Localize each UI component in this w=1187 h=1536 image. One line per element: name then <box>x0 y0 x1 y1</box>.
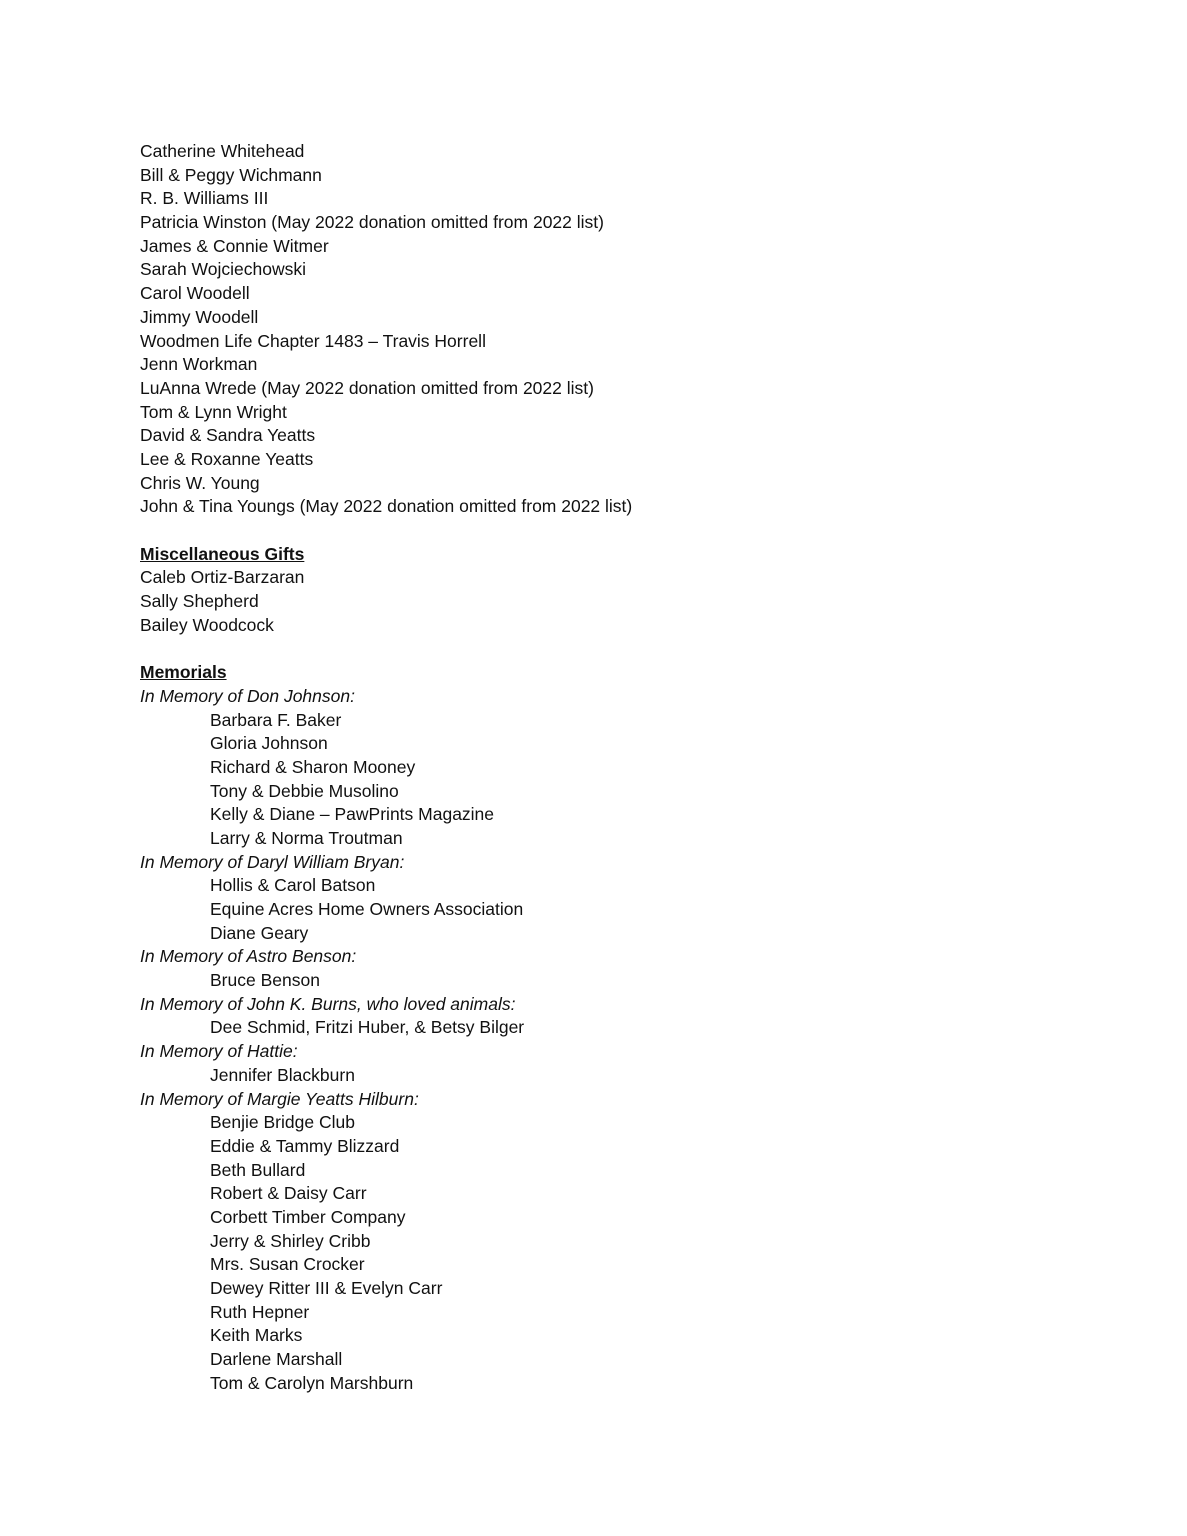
memorial-donor: Tom & Carolyn Marshburn <box>210 1372 414 1393</box>
misc-donor-name: Sally Shepherd <box>140 591 259 612</box>
memorial-donor: Bruce Benson <box>210 970 320 991</box>
donor-name: John & Tina Youngs (May 2022 donation omitted from 2022 list) <box>140 496 633 517</box>
donor-list <box>140 140 1120 519</box>
misc-donor-name: Bailey Woodcock <box>140 614 274 635</box>
donor-name: Bill & Peggy Wichmann <box>140 164 322 185</box>
memorial-title: In Memory of Don Johnson: <box>140 685 355 706</box>
memorial-donor: Tony & Debbie Musolino <box>210 780 399 801</box>
memorial-group <box>140 945 1120 992</box>
memorial-donor: Dewey Ritter III & Evelyn Carr <box>210 1278 443 1298</box>
memorial-donor: Diane Geary <box>210 922 309 943</box>
donor-name: David & Sandra Yeatts <box>140 425 316 446</box>
donor-name: Carol Woodell <box>140 283 250 304</box>
donor-name: R. B. Williams III <box>140 188 269 209</box>
memorial-donor: Barbara F. Baker <box>210 709 342 730</box>
memorials-section <box>140 661 1120 1395</box>
memorial-donor: Corbett Timber Company <box>210 1206 406 1227</box>
donor-name: Patricia Winston (May 2022 donation omitted from 2022 list) <box>140 212 604 233</box>
donor-name: Jimmy Woodell <box>140 306 259 327</box>
memorial-donor: Jerry & Shirley Cribb <box>210 1230 371 1251</box>
memorial-title: In Memory of Hattie: <box>140 1041 298 1062</box>
memorial-group <box>140 993 1120 1040</box>
donor-name: LuAnna Wrede (May 2022 donation omitted from 2022 list) <box>140 377 594 398</box>
memorial-group <box>140 685 1120 851</box>
memorial-title: In Memory of Daryl William Bryan: <box>140 851 405 872</box>
donor-name: Woodmen Life Chapter 1483 – Travis Horrell <box>140 330 486 351</box>
memorial-donor: Robert & Daisy Carr <box>210 1183 367 1204</box>
memorial-donor: Hollis & Carol Batson <box>210 875 376 896</box>
memorial-donor: Richard & Sharon Mooney <box>210 756 416 777</box>
memorial-donor: Gloria Johnson <box>210 733 328 754</box>
memorial-donor: Dee Schmid, Fritzi Huber, & Betsy Bilger <box>210 1017 525 1038</box>
donor-name: Jenn Workman <box>140 354 258 375</box>
donor-name: Catherine Whitehead <box>140 141 305 161</box>
memorial-donor: Equine Acres Home Owners Association <box>210 899 524 919</box>
donor-list-content <box>140 140 1120 1395</box>
memorial-donor: Beth Bullard <box>210 1159 306 1180</box>
memorial-group <box>140 1040 1120 1087</box>
section-heading-misc: Miscellaneous Gifts <box>140 543 305 564</box>
misc-gifts-section <box>140 543 1120 638</box>
memorial-donor: Jennifer Blackburn <box>210 1064 355 1085</box>
section-heading-memorials: Memorials <box>140 662 227 683</box>
donor-name: Tom & Lynn Wright <box>140 401 287 422</box>
memorial-title: In Memory of John K. Burns, who loved animals: <box>140 993 516 1014</box>
memorial-donor: Keith Marks <box>210 1325 303 1346</box>
memorial-donor: Mrs. Susan Crocker <box>210 1254 365 1275</box>
memorial-donor: Larry & Norma Troutman <box>210 827 403 848</box>
memorial-title: In Memory of Astro Benson: <box>140 946 357 967</box>
spacer <box>140 519 1120 543</box>
memorial-donor: Darlene Marshall <box>210 1349 343 1370</box>
memorial-group <box>140 1088 1120 1396</box>
memorial-donor: Eddie & Tammy Blizzard <box>210 1135 400 1156</box>
spacer <box>140 637 1120 661</box>
memorial-donor: Ruth Hepner <box>210 1301 310 1322</box>
memorial-donor: Benjie Bridge Club <box>210 1112 355 1133</box>
misc-donor-name: Caleb Ortiz-Barzaran <box>140 567 305 588</box>
donor-name: Lee & Roxanne Yeatts <box>140 448 314 469</box>
memorial-group <box>140 851 1120 946</box>
donor-name: Sarah Wojciechowski <box>140 259 306 280</box>
memorial-title: In Memory of Margie Yeatts Hilburn: <box>140 1088 419 1109</box>
memorial-donor: Kelly & Diane – PawPrints Magazine <box>210 804 495 825</box>
donor-name: James & Connie Witmer <box>140 235 329 256</box>
donor-name: Chris W. Young <box>140 472 260 493</box>
